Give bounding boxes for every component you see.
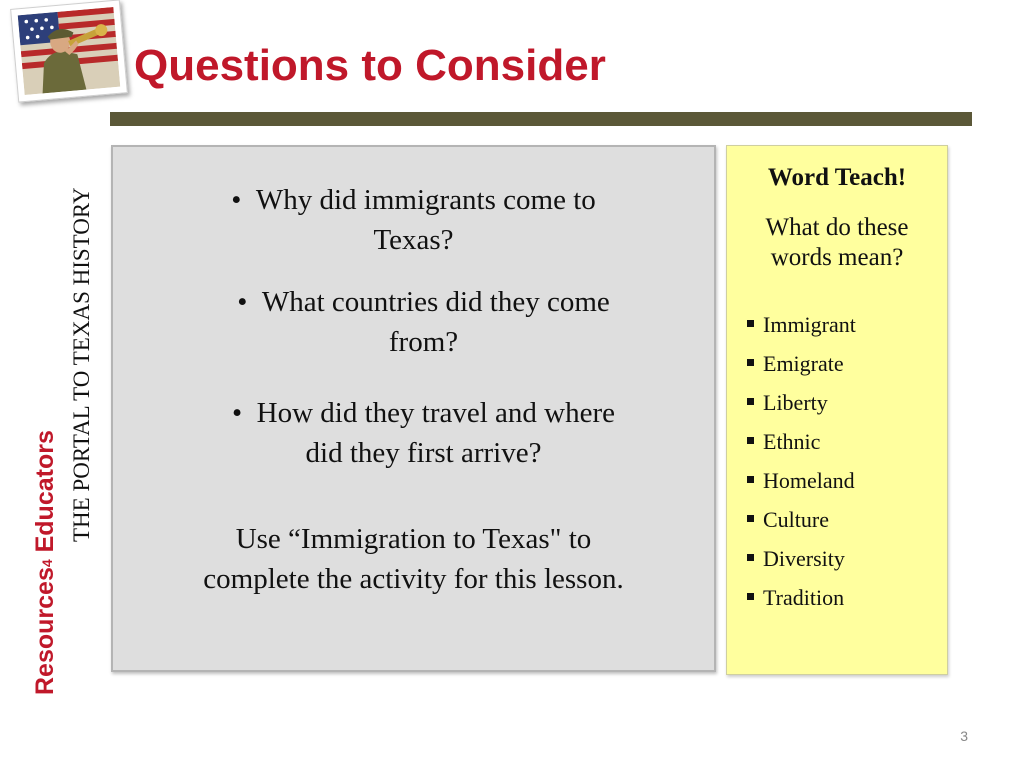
instruction-line-1: Use “Immigration to Texas" to <box>235 523 592 555</box>
question-3-line-2: did they first arrive? <box>305 437 542 469</box>
brand-name-suffix: Educators <box>31 430 59 560</box>
instruction-line-2: complete the activity for this lesson. <box>203 563 624 595</box>
vocabulary-word: Ethnic <box>745 422 856 461</box>
questions-panel <box>111 145 716 672</box>
question-3 <box>123 393 724 473</box>
word-teach-panel <box>726 145 948 675</box>
portal-subtitle: THE PORTAL TO TEXAS HISTORY <box>69 187 94 542</box>
question-1 <box>113 180 714 260</box>
question-3-line-1: • How did they travel and where <box>231 397 615 429</box>
vocabulary-word: Culture <box>745 500 856 539</box>
brand-logo-text <box>30 430 60 695</box>
page-number: 3 <box>960 728 968 744</box>
vocabulary-word: Homeland <box>745 461 856 500</box>
word-teach-question-line-2: words mean? <box>770 244 904 271</box>
bullet-icon: • <box>231 397 243 429</box>
question-2 <box>123 282 724 362</box>
question-2-line-1: • What countries did they come <box>237 286 610 318</box>
vocabulary-list <box>745 305 856 617</box>
vocabulary-word: Liberty <box>745 383 856 422</box>
question-1-line-2: Texas? <box>373 224 454 256</box>
soldier-bugler-photo-icon <box>10 0 128 103</box>
vocabulary-word: Tradition <box>745 578 856 617</box>
word-teach-heading: Word Teach! <box>767 164 907 191</box>
brand-name: Resources <box>31 567 59 695</box>
vocabulary-word: Diversity <box>745 539 856 578</box>
instruction-text <box>113 519 714 599</box>
bullet-icon: • <box>237 286 248 318</box>
vocabulary-word: Immigrant <box>745 305 856 344</box>
bullet-icon: • <box>231 184 242 216</box>
vocabulary-word: Emigrate <box>745 344 856 383</box>
question-1-line-1: • Why did immigrants come to <box>231 184 596 216</box>
word-teach-question <box>727 213 947 273</box>
brand-superscript: 4 <box>39 559 55 568</box>
word-teach-question-line-1: What do these <box>765 214 909 241</box>
page-title: Questions to Consider <box>134 41 606 90</box>
title-divider <box>110 112 972 126</box>
question-2-line-2: from? <box>388 326 459 358</box>
